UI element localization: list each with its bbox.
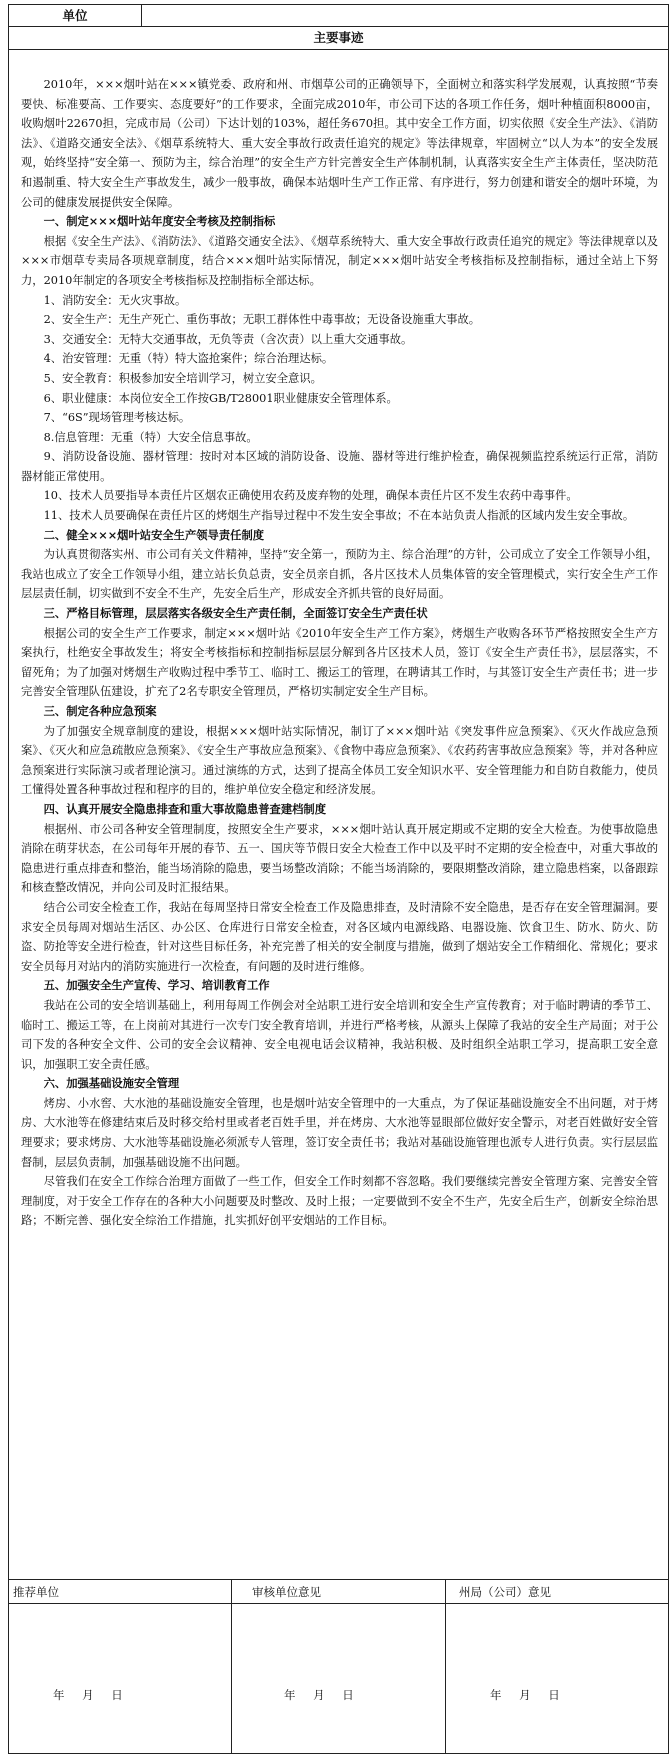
paragraph: 10、技术人员要指导本责任片区烟农正确使用农药及废弃物的处理，确保本责任片区不发生农药中毒事件。 (43, 489, 578, 503)
paragraph: 为认真贯彻落实州、市公司有关文件精神，坚持“安全第一，预防为主、综合治理”的方针，公司成立了安全工作领导小组，我站也成立了安全工作领导小组，建立站长负总责，安全员亲自抓，各片区技术人员集体管的安全管理模式，实行安全生产工作层层责任制，切实做到不安全不生产，先安全后生产，形成安全齐抓共管的良好局面。 (21, 548, 658, 601)
section-heading: 六、加强基础设施安全管理 (43, 1076, 180, 1091)
list-item: 6、职业健康：本岗位安全工作按GB/T28001职业健康安全管理体系。 (43, 391, 398, 405)
list-item: 2、安全生产：无生产死亡、重伤事故；无职工群体性中毒事故；无设备设施重大事故。 (43, 313, 481, 327)
section-heading: 五、加强安全生产宣传、学习、培训教育工作 (43, 978, 270, 993)
column-divider (231, 1579, 232, 1753)
paragraph: 根据州、市公司各种安全管理制度，按照安全生产要求，×××烟叶站认真开展定期或不定期的安全大检查。为使事故隐患消除在萌芽状态，在公司每年开展的春节、五一、国庆等节假日安全大检查工作中以及平时不定期的安全检查中，对重大事故的隐患进行重点排查和整治，能当场消除的隐患，要当场整改消除；不能当场消除的，要限期整改消除，建立隐患档案，以备跟踪和核查整改情况，并向公司及时汇报结果。 (21, 822, 658, 895)
paragraph: 11、技术人员要确保在责任片区的烤烟生产指导过程中不发生安全事故；不在本站负责人指派的区域内发生安全事故。 (43, 509, 635, 523)
list-item: 8.信息管理：无重（特）大安全信息事故。 (43, 430, 258, 444)
review-unit-label: 审核单位意见 (252, 1585, 321, 1599)
paragraph: 烤房、小水窖、大水池的基础设施安全管理，也是烟叶站安全管理中的一大重点，为了保证基础设施安全不出问题，对于烤房、大水池等在修建结束后及时移交给村里或者老百姓手里，并在烤房、大水池等显眼部位做好安全警示，对老百姓做好安全管理要求；要求烤房、大水池等基础设施必须派专人管理，签订安全责任书；我站对基础设施管理也派专人进行负责。实行层层监督制，层层负责制，加强基础设施不出问题。 (21, 1096, 658, 1169)
list-item: 1、消防安全：无火灾事故。 (43, 293, 187, 307)
section-heading: 一、制定×××烟叶站年度安全考核及控制指标 (43, 214, 276, 229)
row-divider (9, 1579, 668, 1580)
bureau-date: 年 月 日 (490, 1688, 560, 1702)
review-date: 年 月 日 (284, 1688, 354, 1702)
paragraph: 为了加强安全规章制度的建设，根据×××烟叶站实际情况，制订了×××烟叶站《突发事件应急预案》、《灭火作战应急预案》、《灭火和应急疏散应急预案》、《安全生产事故应急预案》、《食物中毒应急预案》、《农药药害事故应急预案》等，并对各种应急预案进行实际演习或者理论演习。通过演练的方式，达到了提高全体员工安全知识水平、安全管理能力和自防自救能力，使员工懂得处置各种事故过程和程序的目的，维护单位安全稳定和经济发展。 (21, 724, 658, 797)
award-form (8, 4, 669, 1754)
paragraph: 我站在公司的安全培训基础上，利用每周工作例会对全站职工进行安全培训和安全生产宣传教育；对于临时聘请的季节工、临时工、搬运工等，在上岗前对其进行一次专门安全教育培训，并进行严格考核，从源头上保障了我站的安全生产局面；对于公司下发的各种安全文件、公司的安全会议精神、安全电视电话会议精神，我站积极、及时组织全站职工学习，提高职工安全意识，加强职工安全责任感。 (21, 998, 658, 1071)
paragraph: 尽管我们在安全工作综合治理方面做了一些工作，但安全工作时刻都不容忽略。我们要继续完善安全管理方案、完善安全管理制度，对于安全工作存在的各种大小问题要及时整改、及时上报；一定要做到不安全不生产，先安全后生产，创新安全综治思路；不断完善、强化安全综治工作措施，扎实抓好创平安烟站的工作目标。 (21, 1175, 658, 1228)
unit-value[interactable] (149, 5, 649, 26)
paragraph: 9、消防设备设施、器材管理：按时对本区域的消防设备、设施、器材等进行维护检查，确保视频监控系统运行正常，消防器材能正常使用。 (21, 450, 658, 483)
column-divider (445, 1579, 446, 1753)
form-table (8, 4, 669, 1754)
column-divider (141, 5, 142, 26)
list-item: 7、“6S”现场管理考核达标。 (43, 411, 191, 425)
section-heading: 三、严格目标管理，层层落实各级安全生产责任制，全面签订安全生产责任状 (43, 606, 428, 621)
section-title: 主要事迹 (313, 30, 364, 45)
recommend-unit-label: 推荐单位 (13, 1585, 59, 1599)
section-heading: 四、认真开展安全隐患排查和重大事故隐患普查建档制度 (43, 801, 327, 816)
unit-label: 单位 (62, 8, 88, 23)
list-item: 4、治安管理：无重（特）特大盗抢案件；综合治理达标。 (43, 352, 334, 366)
row-divider (9, 1603, 668, 1604)
paragraph: 结合公司安全检查工作，我站在每周坚持日常安全检查工作及隐患排查，及时清除不安全隐患，是否存在安全管理漏洞。要求安全员每周对烟站生活区、办公区、仓库进行日常安全检查，对各区域内电源线路、电器设施、饮食卫生、防水、防火、防盗、防抢等安全进行检查，针对这些目标任务，补充完善了相关的安全制度与措施，做到了烟站安全工作精细化、常规化；要求安全员每月对站内的消防实施进行一次检查，有问题的及时进行维修。 (21, 900, 658, 973)
row-divider (9, 49, 668, 50)
list-item: 3、交通安全：无特大交通事故，无负等责（含次责）以上重大交通事故。 (43, 332, 413, 346)
paragraph: 2010年，×××烟叶站在×××镇党委、政府和州、市烟草公司的正确领导下，全面树立和落实科学发展观，认真按照“节奏要快、标准要高、工作要实、态度要好”的工作要求，全面完成2010年，市公司下达的各项工作任务，烟叶种植面积8000亩，收购烟叶22670担，完成市局（公司）下达计划的103%，超任务670担。其中安全工作方面，切实依照《安全生产法》、《消防法》、《道路交通安全法》、《烟草系统特大、重大安全事故行政责任追究的规定》等法律规章，牢固树立“以人为本”的安全发展观，始终坚持“安全第一、预防为主，综合治理”的安全生产方针完善安全生产体制机制，认真落实安全生产主体责任，坚决防范和遏制重、特大安全生产事故发生，减少一般事故，确保本站烟叶生产工作正常、有序进行，努力创建和谐安全的烟叶环境，为公司的健康发展提供安全保障。 (21, 78, 658, 209)
list-item: 5、安全教育：积极参加安全培训学习，树立安全意识。 (43, 371, 322, 385)
main-deeds-body (21, 75, 658, 1231)
paragraph: 根据《安全生产法》、《消防法》、《道路交通安全法》、《烟草系统特大、重大安全事故行政责任追究的规定》等法律规章以及×××市烟草专卖局各项规章制度，结合×××烟叶站实际情况，制定×××烟叶站安全考核指标及控制指标，通过全站上下努力，2010年制定的各项安全考核指标及控制指标全部达标。 (21, 234, 658, 287)
recommend-date: 年 月 日 (53, 1688, 123, 1702)
section-heading: 三、制定各种应急预案 (43, 704, 157, 718)
bureau-opinion-label: 州局（公司）意见 (459, 1585, 551, 1599)
paragraph: 根据公司的安全生产工作要求，制定×××烟叶站《2010年安全生产工作方案》，烤烟生产收购各环节严格按照安全生产方案执行，杜绝安全事故发生；将安全考核指标和控制指标层层分解到各片区技术人员，签订《安全生产责任书》，层层落实，不留死角；为了加强对烤烟生产收购过程中季节工、临时工、搬运工的管理，在聘请其工作时，与其签订安全生产责任书；进一步完善安全管理队伍建设，扩充了2名专职安全管理员，严格切实制定安全生产目标。 (21, 626, 658, 699)
section-heading: 二、健全×××烟叶站安全生产领导责任制度 (43, 527, 265, 542)
